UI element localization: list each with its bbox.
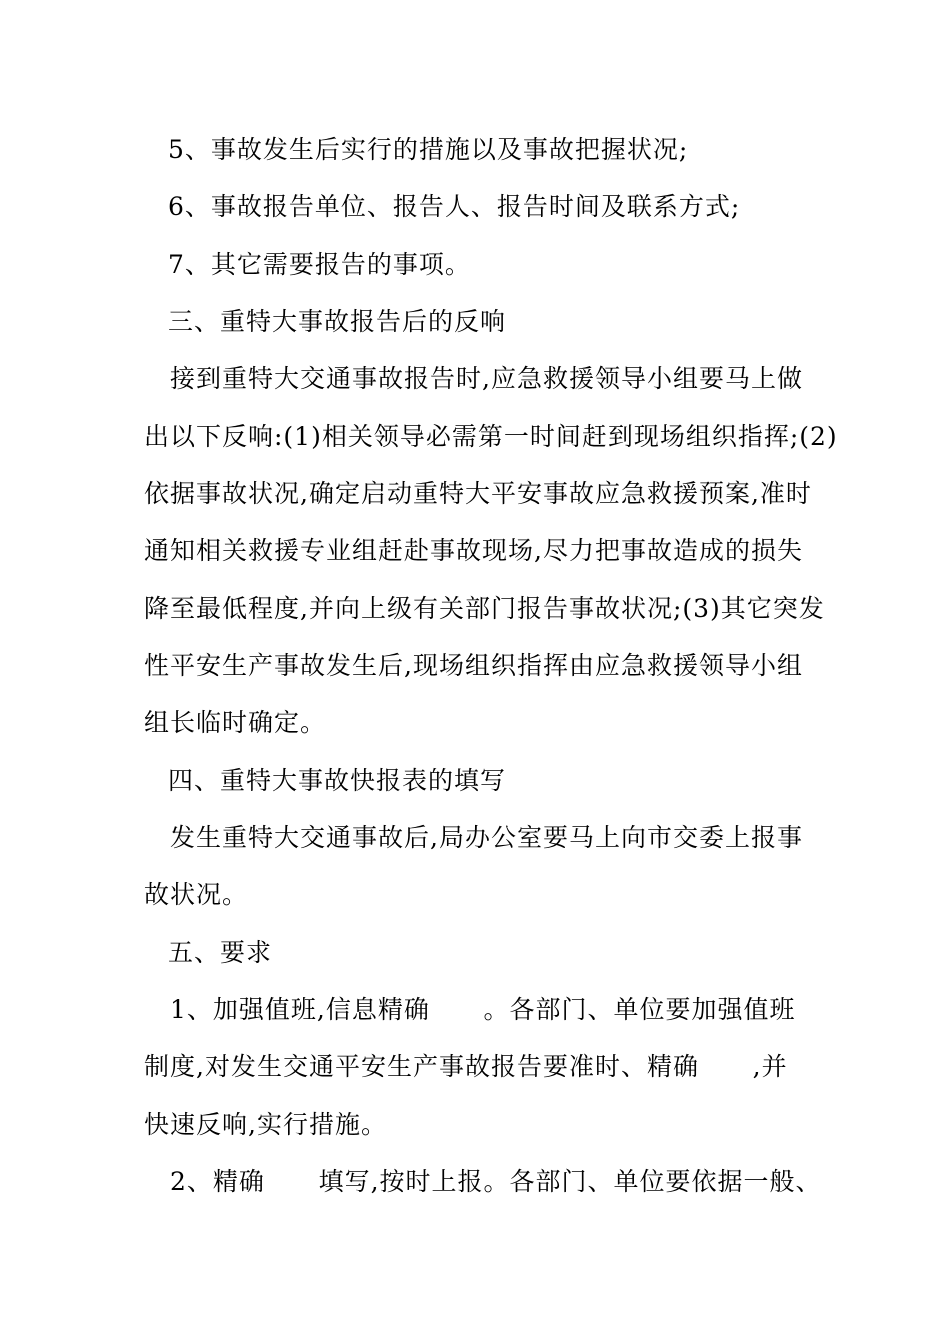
list-item: 5、事故发生后实行的措施以及事故把握状况;: [168, 135, 689, 164]
paragraph-line: 快速反响,实行措施。: [144, 1110, 387, 1139]
paragraph-line: 降至最低程度,并向上级有关部门报告事故状况;(3)其它突发: [144, 594, 825, 623]
paragraph-line: 性平安生产事故发生后,现场组织指挥由应急救援领导小组: [144, 651, 803, 680]
list-item: 7、其它需要报告的事项。: [168, 250, 471, 279]
paragraph-line: 2、精确 填写,按时上报。各部门、单位要依据一般、: [170, 1167, 822, 1196]
list-item: 6、事故报告单位、报告人、报告时间及联系方式;: [168, 192, 741, 221]
paragraph-line: 出以下反响:(1)相关领导必需第一时间赶到现场组织指挥;(2): [144, 422, 838, 451]
paragraph-line: 故状况。: [144, 880, 249, 909]
section-heading: 三、重特大事故报告后的反响: [168, 307, 507, 336]
paragraph-line: 组长临时确定。: [144, 708, 327, 737]
paragraph-line: 1、加强值班,信息精确 。各部门、单位要加强值班: [170, 995, 796, 1024]
paragraph-line: 通知相关救援专业组赶赴事故现场,尽力把事故造成的损失: [144, 536, 803, 565]
paragraph-line: 接到重特大交通事故报告时,应急救援领导小组要马上做: [170, 364, 803, 393]
paragraph-line: 依据事故状况,确定启动重特大平安事故应急救援预案,准时: [144, 479, 812, 508]
section-heading: 五、要求: [168, 938, 273, 967]
paragraph-line: 制度,对发生交通平安生产事故报告要准时、精确 ,并: [144, 1052, 788, 1081]
paragraph-line: 发生重特大交通事故后,局办公室要马上向市交委上报事: [170, 823, 803, 852]
section-heading: 四、重特大事故快报表的填写: [168, 766, 507, 795]
